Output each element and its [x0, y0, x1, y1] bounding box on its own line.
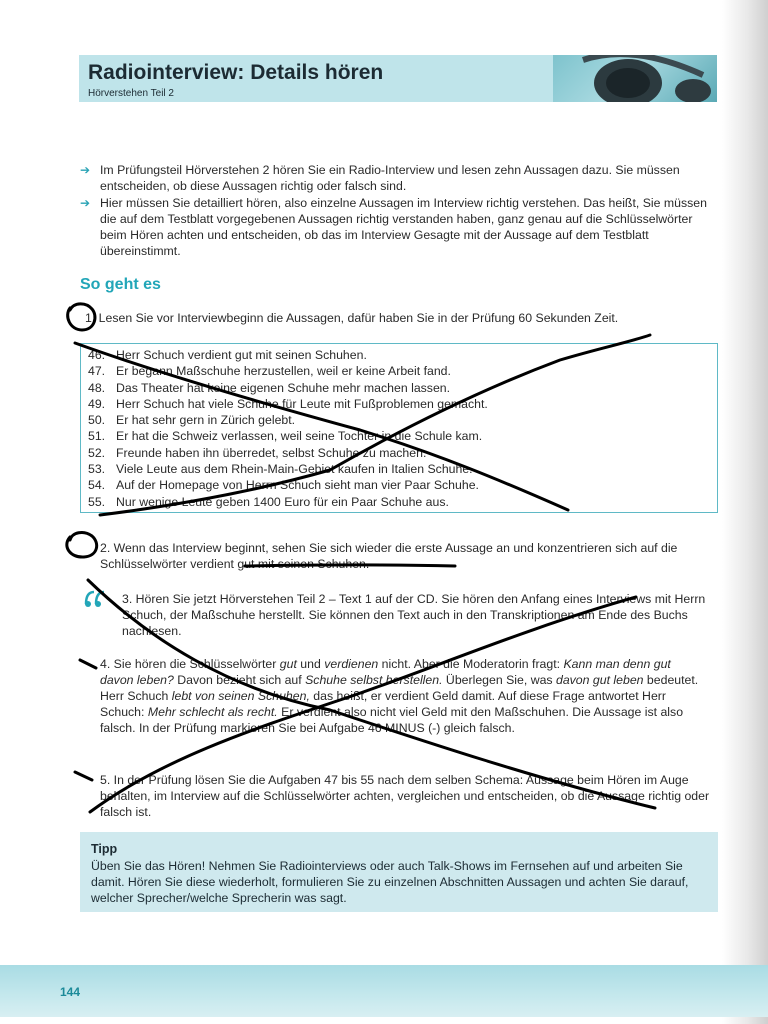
statement-item — [88, 477, 708, 493]
statement-text: Er begann Maßschuhe herzustellen, weil er keine Arbeit fand. — [116, 364, 451, 379]
tipp-title: Tipp — [91, 842, 118, 856]
statement-number: 55. — [88, 494, 106, 509]
quote: Kann man denn gut davon leben? — [100, 657, 671, 687]
statement-item — [88, 445, 708, 461]
statement-number: 51. — [88, 429, 106, 444]
statement-item — [88, 363, 708, 379]
headphones-photo — [553, 55, 717, 102]
step-1: 1. Lesen Sie vor Interviewbeginn die Aussagen, dafür haben Sie in der Prüfung 60 Sekunden Zeit. — [85, 311, 619, 325]
statement-text: Viele Leute aus dem Rhein-Main-Gebiet kaufen in Italien Schuhe. — [116, 462, 473, 477]
step-4-text: und — [296, 657, 325, 671]
tick-mark — [75, 772, 92, 780]
statement-item — [88, 380, 708, 396]
keyword: gut — [279, 657, 297, 671]
step-3: 3. Hören Sie jetzt Hörverstehen Teil 2 – Text 1 auf der CD. Sie hören den Anfang eines Interviews mit Herrn Schuch, der Maßschuhe herstellt. Sie können den Text auch in den Transkriptionen am Ende des Buchs nachlesen. — [122, 592, 706, 638]
intro-bullet-text: Hier müssen Sie detailliert hören, also einzelne Aussagen im Interview richtig verstehen. Das heißt, Sie müssen die auf dem Testblatt vorgegebenen Aussagen richtig verstanden haben, ganz genau auf die Schlüsselwörter beim Hören achten und entscheiden, ob das im Interview Gesagte mit der Aussage auf dem Testblatt übereinstimmt. — [100, 196, 707, 258]
cd-audio-icon — [82, 586, 112, 615]
statement-number: 47. — [88, 364, 106, 379]
quote: Schuhe selbst herstellen. — [305, 673, 443, 687]
statement-item — [88, 347, 708, 363]
statement-number: 48. — [88, 380, 106, 395]
statements-list — [88, 347, 708, 510]
statement-text: Freunde haben ihn überredet, selbst Schuhe zu machen. — [116, 445, 427, 460]
page-title: Radiointerview: Details hören — [88, 61, 384, 84]
page-number: 144 — [60, 985, 81, 999]
step-4-text: Davon bezieht sich auf — [173, 673, 306, 687]
arrow-bullet-icon: ➔ — [80, 163, 91, 177]
statement-text: Er hat sehr gern in Zürich gelebt. — [116, 413, 296, 428]
circle-mark — [67, 533, 97, 558]
statement-number: 50. — [88, 413, 106, 428]
step-4-text: bedeutet. Herr Schuch — [100, 673, 699, 703]
statement-item — [88, 412, 708, 428]
statement-number: 52. — [88, 445, 106, 460]
step-4-text: das heißt, er verdient Geld damit. Auf diese Frage antwortet Herr Schuch: — [100, 689, 666, 719]
statement-text: Nur wenige Leute geben 1400 Euro für ein Paar Schuhe aus. — [116, 494, 449, 509]
page-subtitle: Hörverstehen Teil 2 — [88, 88, 174, 99]
statement-number: 46. — [88, 348, 106, 362]
arrow-bullet-icon: ➔ — [80, 196, 91, 210]
statement-item — [88, 494, 708, 510]
step-4-text: nicht. Aber die Moderatorin fragt: — [378, 657, 564, 671]
statement-text: Auf der Homepage von Herrn Schuch sieht man vier Paar Schuhe. — [116, 478, 479, 493]
statement-item — [88, 396, 708, 412]
statement-text: Er hat die Schweiz verlassen, weil seine Tochter in die Schule kam. — [116, 429, 483, 444]
intro-bullet — [80, 195, 710, 259]
statement-item — [88, 461, 708, 477]
section-title: So geht es — [80, 276, 161, 293]
step-2: 2. Wenn das Interview beginnt, sehen Sie sich wieder die erste Aussage an und konzentrieren sich auf die Schlüsselwörter verdient gut mit seinen Schuhen. — [100, 541, 678, 571]
statement-text: Das Theater hat keine eigenen Schuhe mehr machen lassen. — [116, 380, 451, 395]
step-4-text: 4. Sie hören die Schlüsselwörter — [100, 657, 280, 671]
intro-bullet — [80, 162, 710, 194]
statement-number: 53. — [88, 462, 106, 477]
tick-mark — [80, 660, 96, 668]
statement-item — [88, 428, 708, 444]
tipp-text: Üben Sie das Hören! Nehmen Sie Radiointerviews oder auch Talk-Shows im Fernsehen auf und arbeiten Sie damit. Hören Sie diese wiederholt, formulieren Sie zu einzelnen Abschnitten Aussagen und achten Sie darauf, welcher Sprecher/welche Sprecherin was sagt. — [91, 859, 689, 905]
footer-band — [0, 965, 768, 1017]
statement-number: 54. — [88, 478, 106, 493]
intro-bullet-text: Im Prüfungsteil Hörverstehen 2 hören Sie ein Radio-Interview und lesen zehn Aussagen dazu. Sie müssen entscheiden, ob diese Aussagen richtig oder falsch sind. — [100, 163, 680, 193]
quote: Mehr schlecht als recht. — [147, 705, 278, 719]
step-4-text: Überlegen Sie, was — [442, 673, 556, 687]
quote: lebt von seinen Schuhen, — [171, 689, 310, 703]
quote: davon gut leben — [555, 673, 644, 687]
step-5: 5. In der Prüfung lösen Sie die Aufgaben 47 bis 55 nach dem selben Schema: Aussage beim Hören im Auge behalten, im Interview auf die Schlüsselwörter achten, vergleichen und entscheiden, ob die Aussage richtig oder falsch ist. — [100, 773, 710, 819]
page-shadow — [722, 0, 768, 1024]
step-4 — [100, 656, 705, 736]
step-4-text: Er verdient also nicht viel Geld mit den Maßschuhen. Die Aussage ist also falsch. In der Prüfung markieren Sie bei Aufgabe 46 MINUS (-) gleich falsch. — [100, 705, 684, 735]
intro-bullets — [80, 162, 710, 260]
statement-number: 49. — [88, 396, 106, 411]
statement-text: Herr Schuch verdient gut mit seinen Schuhen. — [116, 348, 367, 362]
statement-text: Herr Schuch hat viele Schuhe für Leute mit Fußproblemen gemacht. — [116, 396, 488, 411]
keyword: verdienen — [324, 657, 379, 671]
